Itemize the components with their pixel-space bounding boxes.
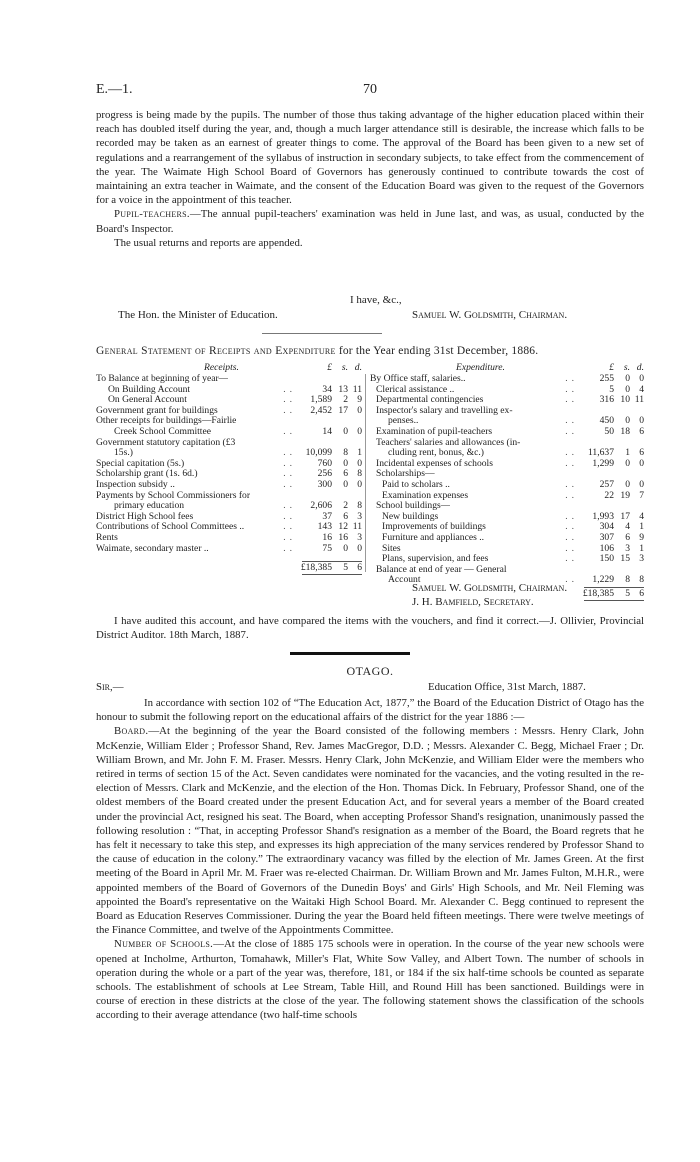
account-row [370,416,644,427]
leader-dots: .. [283,394,296,406]
account-row-label: Paid to scholars .. [382,479,450,490]
schools-paragraph [96,937,644,1022]
leader-dots: .. [565,521,578,533]
leader-dots: .. [565,531,578,543]
amount-shillings: 17 [620,510,630,522]
amount-pounds: 2,452 [310,404,332,416]
amount-pence: 8 [639,574,644,586]
amount-shillings: 0 [625,478,630,490]
amount-pounds: 16 [322,531,332,543]
board-heading: Board. [114,725,149,738]
amount-pence: 0 [639,415,644,427]
account-row-label: Departmental contingencies [376,395,484,406]
amount-pounds: 150 [599,553,614,565]
amount-pounds: 1,993 [592,510,614,522]
shillings-header: s. [623,362,630,373]
account-row-label: Payments by School Commissioners for [96,490,251,501]
amount-pounds: 2,606 [310,500,332,512]
account-row [96,427,362,438]
amount-pounds: 14 [322,425,332,437]
statement-title-period: for the Year ending 31st December, 1886. [338,345,539,357]
expenditure-heading: Expenditure. [456,362,505,373]
amount-shillings: 0 [343,457,348,469]
returns-line: The usual returns and reports are appended. [114,236,303,249]
account-row-label: Examination of pupil-teachers [376,426,493,437]
pence-header: d. [354,362,362,373]
amount-pence: 9 [357,394,362,406]
leader-dots: .. [283,510,296,522]
amount-shillings: 4 [625,521,630,533]
amount-pounds: 34 [322,383,332,395]
account-row-label: New buildings [382,511,439,522]
account-row-label: Inspector's salary and travelling ex- [376,405,513,416]
amount-pounds: 11,637 [587,447,614,459]
account-row-label: Examination expenses [382,490,469,501]
statement-title [96,345,644,357]
pounds-header: £ [327,362,332,373]
amount-shillings: 6 [343,468,348,480]
statement-chairman-signature: Samuel W. Goldsmith, Chairman. [412,582,568,594]
amount-pounds: 255 [599,373,614,384]
addressee: The Hon. the Minister of Education. [118,309,278,321]
amount-pence: 6 [639,447,644,459]
pupil-teachers-heading: Pupil-teachers. [114,208,190,221]
receipts-header [96,362,362,374]
amount-pounds: 257 [599,478,614,490]
amount-pounds: 5 [609,383,614,395]
account-row [96,374,362,385]
account-row-label: Account [388,575,421,586]
account-row-label: penses.. [388,416,419,427]
amount-pence: 11 [352,521,362,533]
account-row-label: Clerical assistance .. [376,384,455,395]
amount-pence: 3 [357,531,362,543]
amount-pence: 3 [639,553,644,565]
section-divider [262,333,382,334]
amount-shillings: 8 [343,447,348,459]
leader-dots: .. [283,425,296,437]
chairman-signature: Samuel W. Goldsmith, Chairman. [412,309,568,321]
amount-pence: 7 [639,489,644,501]
account-row-label: Creek School Committee [114,426,211,437]
amount-pence: 1 [357,447,362,459]
schools-heading: Number of Schools. [114,938,214,951]
amount-shillings: 0 [625,383,630,395]
leader-dots: .. [565,394,578,406]
account-row [96,544,362,555]
account-row-label: By Office staff, salaries.. [370,374,466,384]
leader-dots: .. [565,542,578,554]
amount-pence: 0 [639,457,644,469]
shillings-header: s. [341,362,348,373]
amount-pence: 11 [352,383,362,395]
leader-dots: .. [283,383,296,395]
amount-pence: 0 [357,542,362,554]
amount-pounds: 106 [599,542,614,554]
account-row-label: Plans, supervision, and fees [382,554,489,565]
amount-shillings: 1 [625,447,630,459]
thick-divider [290,652,410,655]
account-row-label: On General Account [108,395,187,406]
amount-pounds: 50 [604,425,614,437]
amount-shillings: 0 [343,542,348,554]
amount-pence: 8 [357,500,362,512]
leader-dots: .. [565,383,578,395]
intro-text: progress is being made by the pupils. The number of those thus taking advantage of the higher education placed within their reach has doubled itself during the year, and, though a much larger attendance still is desirable, the increase which falls to be recorded may be taken as an earnest of greater things to come. The approval of the Board has been given to a new set of regulations and a rearrangement of the syllabus of instruction in secondary subjects, to take effect from the commencement of the year. The Waimate High School Board of Governors has generously continued to contribute towards the cost of maintaining an extra teacher in Waimate, and the consent of the Education Board was given to the request of the Governors for a voice in the appointment of this teacher. [96,109,644,207]
account-row-label: Teachers' salaries and allowances (in- [376,437,521,448]
amount-pounds: 1,589 [310,394,332,406]
pounds-header: £ [609,362,614,373]
receipts-total-pounds: £18,385 [300,562,332,574]
account-row-label: Scholarship grant (1s. 6d.) [96,469,198,480]
leader-dots: .. [565,489,578,501]
i-have-line: I have, &c., [350,294,402,306]
account-row-label: District High School fees [96,511,194,522]
amount-pounds: 1,299 [592,457,614,469]
amount-pounds: 256 [317,468,332,480]
account-row-label: Furniture and appliances .. [382,532,485,543]
account-row [370,554,644,565]
amount-pence: 0 [357,425,362,437]
leader-dots: .. [283,447,296,459]
expenditure-total-shillings: 5 [625,587,630,599]
amount-shillings: 6 [625,531,630,543]
pupil-teachers-paragraph [96,207,644,235]
column-separator [365,374,366,572]
amount-shillings: 13 [338,383,348,395]
leader-dots: .. [283,500,296,512]
amount-shillings: 17 [338,404,348,416]
account-row-label: Improvements of buildings [382,522,486,533]
amount-shillings: 18 [620,425,630,437]
account-row-label: School buildings— [376,501,451,512]
pence-header: d. [636,362,644,373]
amount-shillings: 10 [620,394,630,406]
leader-dots: .. [565,373,578,384]
account-row [96,480,362,491]
account-row-label: Balance at end of year — General [376,564,507,575]
amount-shillings: 2 [343,394,348,406]
amount-pence: 0 [357,404,362,416]
account-row-label: Waimate, secondary master .. [96,543,209,554]
expenditure-rows [370,374,644,586]
amount-pence: 6 [639,425,644,437]
receipts-heading: Receipts. [204,362,239,373]
amount-pence: 8 [357,468,362,480]
amount-pence: 4 [639,383,644,395]
leader-dots: .. [565,415,578,427]
account-row [370,427,644,438]
amount-pence: 0 [357,478,362,490]
account-row-label: Contributions of School Committees .. [96,522,245,533]
amount-shillings: 0 [343,478,348,490]
amount-shillings: 0 [625,457,630,469]
statement-secretary-signature: J. H. Bamfield, Secretary. [412,596,534,608]
account-row [370,533,644,544]
account-row-label: On Building Account [108,384,191,395]
receipts-rows [96,374,362,554]
audit-note-text: I have audited this account, and have compared the items with the vouchers, and find it correct.—J. Ollivier, Provincial District Auditor. 18th March, 1887. [96,615,644,642]
intro-paragraph [96,108,644,250]
amount-pounds: 304 [599,521,614,533]
amount-shillings: 8 [625,574,630,586]
board-text: —At the beginning of the year the Board consisted of the following members : Messrs. Henry Clark, John McKenzie, William Elder ; Professor Shand, Rev. James MacGregor, D.D. ; Messrs. Alexander C. Begg, Michael Fraer ; Dr. William Brown, and Mr. John F. M. Fraser. Messrs. Henry Clark, John McKenzie, and William Elder were the members who retired in terms of section 15 of the Act. Seven candidates were nominated for the vacancies, and the voting resulted in the re-election of Messrs. Clark and McKenzie, and the election of the Hon. Thomas Dick. In February, Professor Shand, one of the oldest members of the Board created under the present Education Act, and for several years a member of the Board created under the provincial Act, resigned his seat. The Board, when accepting Professor Shand's resignation, unanimously passed the following resolution : “That, in accepting Professor Shand's resignation as a member of the Board, the Board regrets that he has felt it necessary to take this step, and expresses its high appreciation of the many services rendered by Professor Shand to the cause of education in the colony.” The extraordinary vacancy was filled by the election of Mr. James Green. At the first meeting of the Board in April Mr. M. Fraer was re-elected Chairman. Dr. William Brown and Mr. James Fulton, M.H.R., were appointed members of the Board of Governors of the Dunedin Boys' and Girls' High Schools, and Mr. Neil Fleming was appointed the Board's representative on the Waitaki High School Board. Mr. Alexander C. Begg continued to represent the Board as Education Reserves Commissioner. During the year the Board held fifteen meetings. There were twelve meetings of the Finance Committee, and twelve of the Appointments Committee. [96,725,644,937]
amount-shillings: 0 [625,373,630,384]
amount-pence: 0 [357,457,362,469]
amount-pence: 1 [639,521,644,533]
amount-shillings: 6 [343,510,348,522]
page-number: 70 [363,82,377,97]
leader-dots: .. [565,553,578,565]
amount-pounds: 450 [599,415,614,427]
leader-dots: .. [283,531,296,543]
account-row-label: Government statutory capitation (£3 [96,437,236,448]
receipts-column [96,362,362,575]
amount-shillings: 16 [338,531,348,543]
board-paragraph [96,724,644,937]
leader-dots: .. [283,457,296,469]
account-row [370,459,644,470]
amount-pounds: 143 [317,521,332,533]
amount-pounds: 37 [322,510,332,522]
account-row-label: Government grant for buildings [96,405,218,416]
leader-dots: .. [565,478,578,490]
amount-pounds: 307 [599,531,614,543]
statement-title-main: General Statement of Receipts and Expenditure [96,345,336,357]
amount-pounds: 316 [599,394,614,406]
account-row-label: primary education [114,501,185,512]
report-reference: E.—1. [96,82,133,97]
account-row-label: Rents [96,532,118,543]
leader-dots: .. [565,510,578,522]
leader-dots: .. [565,425,578,437]
otago-heading: OTAGO. [346,664,394,678]
amount-pounds: 22 [604,489,614,501]
amount-pounds: 1,229 [592,574,614,586]
leader-dots: .. [283,404,296,416]
dateline: Education Office, 31st March, 1887. [428,681,586,693]
receipts-total [302,561,362,575]
account-row [370,374,644,385]
amount-shillings: 0 [343,425,348,437]
leader-dots: .. [565,447,578,459]
amount-pounds: 760 [317,457,332,469]
amount-pounds: 10,099 [305,447,332,459]
account-row [370,480,644,491]
amount-pence: 3 [357,510,362,522]
leader-dots: .. [565,574,578,586]
page-header [96,82,644,100]
account-row [370,395,644,406]
account-row-label: Other receipts for buildings—Fairlie [96,416,237,427]
account-row-label: Special capitation (5s.) [96,458,185,469]
expenditure-total-pence: 6 [639,587,644,599]
amount-pence: 9 [639,531,644,543]
amount-shillings: 0 [625,415,630,427]
account-row-label: Inspection subsidy .. [96,479,175,490]
expenditure-column [370,362,644,601]
leader-dots: .. [565,457,578,469]
salutation: Sir,— [96,681,124,693]
leader-dots: .. [283,468,296,480]
leader-dots: .. [283,521,296,533]
account-row [96,533,362,544]
account-row [96,406,362,417]
amount-shillings: 12 [338,521,348,533]
pupil-teachers-text: —The annual pupil-teachers' examination was held in June last, and was, as usual, conducted by the Board's Inspector. [96,208,644,235]
account-row-label: Scholarships— [376,469,435,480]
account-row [370,491,644,502]
receipts-total-shillings: 5 [343,562,348,574]
amount-pence: 0 [639,373,644,384]
amount-pounds: 300 [317,478,332,490]
expenditure-total-pounds: £18,385 [582,587,614,599]
account-row-label: 15s.) [114,448,133,459]
account-row-label: To Balance at beginning of year— [96,374,229,384]
audit-note [96,614,644,642]
amount-shillings: 15 [620,553,630,565]
account-row-label: cluding rent, bonus, &c.) [388,448,484,459]
leader-dots: .. [283,542,296,554]
amount-pounds: 75 [322,542,332,554]
otago-opening-paragraph: In accordance with section 102 of “The Education Act, 1877,” the Board of the Education District of Otago has the honour to submit the following report on the educational affairs of the district for the year 1886 :— [96,697,644,724]
otago-report [96,696,644,1023]
amount-pence: 4 [639,510,644,522]
amount-shillings: 3 [625,542,630,554]
leader-dots: .. [283,478,296,490]
amount-pence: 11 [634,394,644,406]
account-row-label: Incidental expenses of schools [376,458,493,469]
account-row-label: Sites [382,543,401,554]
schools-text: —At the close of 1885 175 schools were in operation. In the course of the year new schools were opened at Incholme, Arthurton, Tomahawk, Miller's Flat, White Sow Valley, and Albert Town. The number of schools in operation during the whole or a part of the year was, therefore, 181, or 184 if the six half-time schools be counted as separate schools. The establishment of schools at Lee Stream, Table Hill, and Round Hill has been sanctioned. Buildings were in course of erection in these districts at the close of the year. The following statement shows the classification of the schools according to their average attendance (two half-time schools [96,938,645,1022]
receipts-total-pence: 6 [357,562,362,574]
amount-shillings: 19 [620,489,630,501]
amount-shillings: 2 [343,500,348,512]
amount-pence: 1 [639,542,644,554]
amount-pence: 0 [639,478,644,490]
expenditure-total [584,587,644,601]
